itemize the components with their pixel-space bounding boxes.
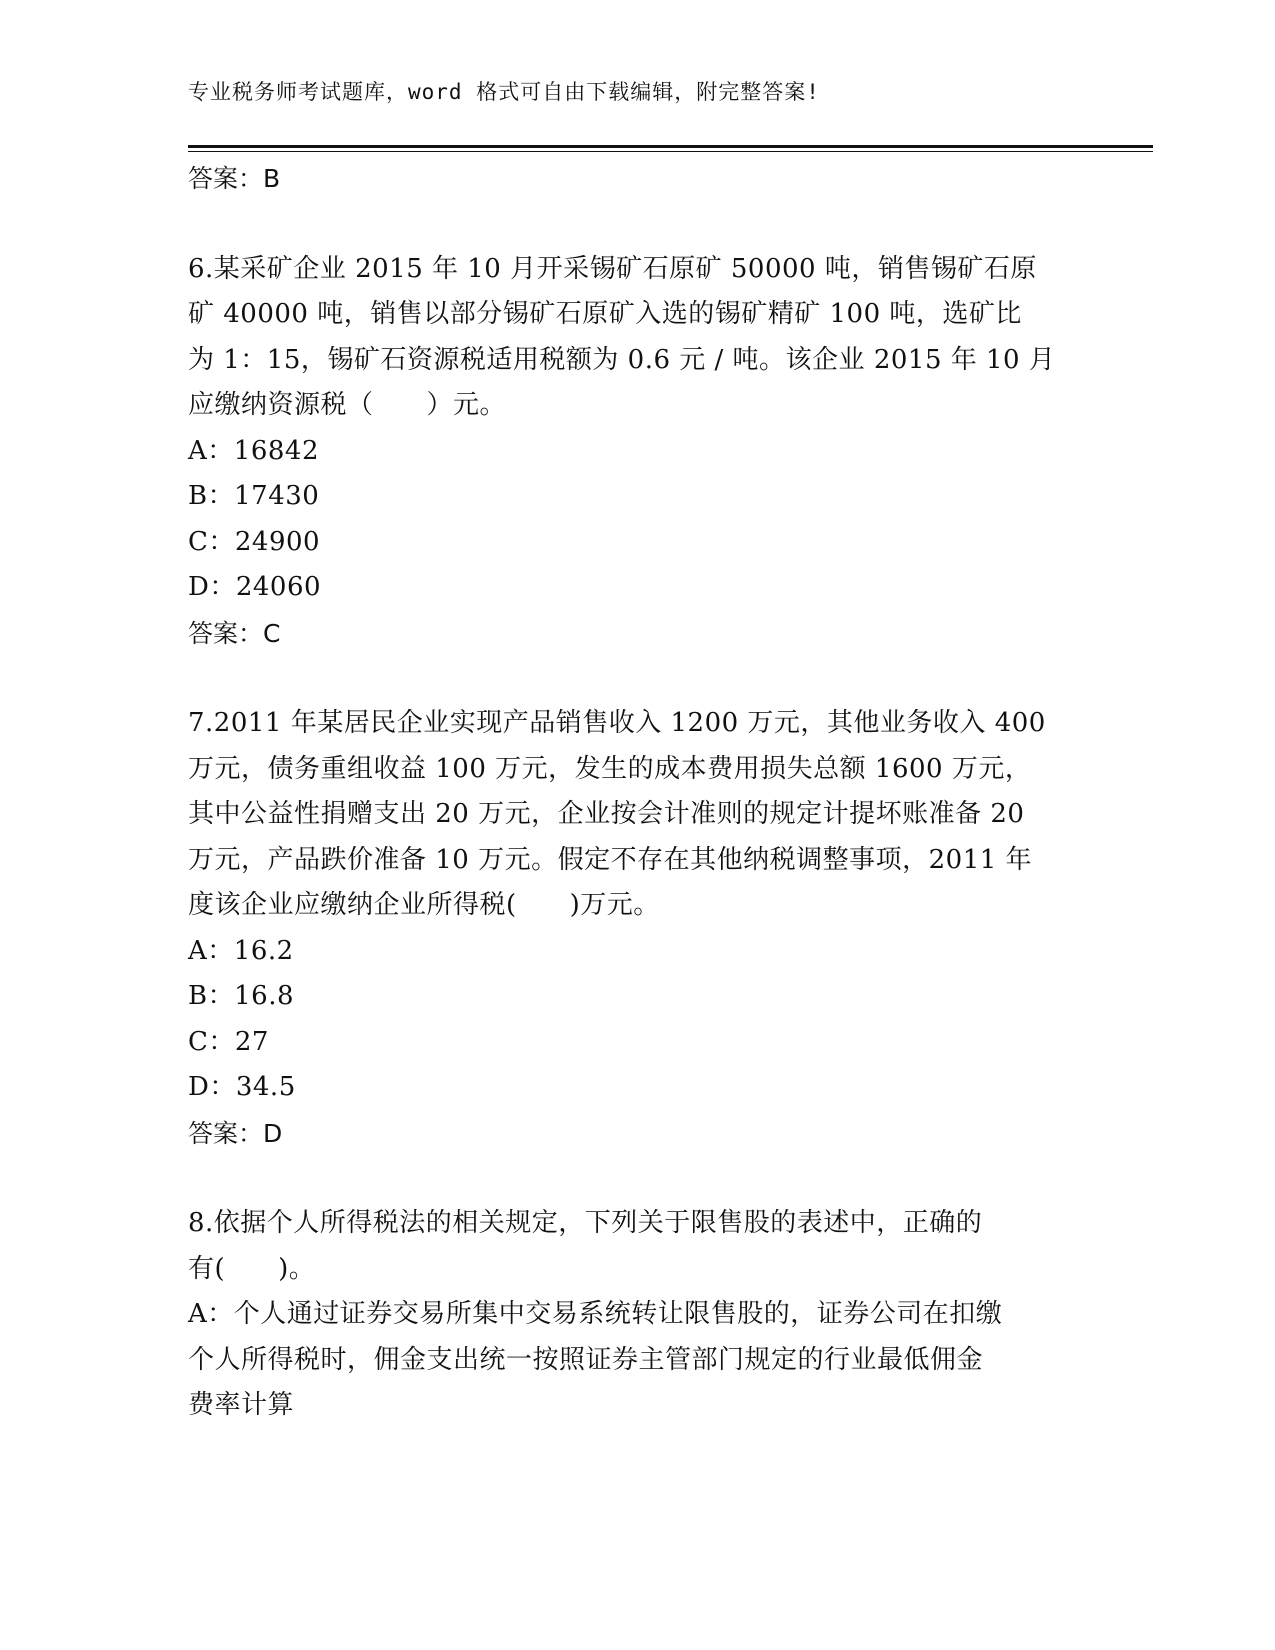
option-b: B：17430	[188, 481, 320, 511]
answer-line: 答案：D	[188, 1118, 283, 1148]
question-text-line: 应缴纳资源税（ ）元。	[188, 390, 507, 420]
spacer	[188, 1156, 1088, 1201]
question-text-line: 7.2011 年某居民企业实现产品销售收入 1200 万元，其他业务收入 400	[188, 708, 1046, 738]
question-text-line: 万元，产品跌价准备 10 万元。假定不存在其他纳税调整事项，2011 年	[188, 844, 1033, 875]
spacer	[188, 656, 1088, 701]
option-a: A：16842	[188, 435, 319, 466]
question-block	[188, 247, 1088, 657]
question-block	[188, 1201, 1088, 1429]
question-text-line: 其中公益性捐赠支出 20 万元，企业按会计准则的规定计提坏账准备 20	[188, 799, 1025, 829]
option-d: D：24060	[188, 572, 322, 602]
option-c: C：24900	[188, 526, 321, 557]
question-text-line: 8.依据个人所得税法的相关规定，下列关于限售股的表述中，正确的	[188, 1208, 983, 1238]
answer-line: 答案：B	[188, 164, 281, 193]
question-content	[188, 156, 1088, 1429]
option-a-continued: 个人所得税时，佣金支出统一按照证券主管部门规定的行业最低佣金	[188, 1344, 984, 1375]
page-header: 专业税务师考试题库，word 格式可自由下载编辑，附完整答案!	[188, 80, 820, 104]
question-text-line: 万元，债务重组收益 100 万元，发生的成本费用损失总额 1600 万元，	[188, 753, 1032, 784]
question-text-line: 有( )。	[188, 1253, 316, 1284]
option-a-continued: 费率计算	[188, 1390, 295, 1420]
option-a: A：个人通过证券交易所集中交易系统转让限售股的，证券公司在扣缴	[188, 1299, 1003, 1329]
option-a: A：16.2	[188, 935, 294, 966]
question-text-line: 6.某采矿企业 2015 年 10 月开采锡矿石原矿 50000 吨，销售锡矿石原	[188, 253, 1037, 284]
option-b: B：16.8	[188, 981, 294, 1011]
answer-line: 答案：C	[188, 618, 281, 648]
header-rule-thin	[188, 151, 1153, 152]
spacer	[188, 202, 1088, 247]
question-text-line: 矿 40000 吨，销售以部分锡矿石原矿入选的锡矿精矿 100 吨，选矿比	[188, 299, 1022, 329]
option-d: D：34.5	[188, 1072, 296, 1102]
header-rule-thick	[188, 145, 1153, 148]
question-block	[188, 701, 1088, 1156]
question-text-line: 为 1：15，锡矿石资源税适用税额为 0.6 元 / 吨。该企业 2015 年 10 月	[188, 344, 1056, 375]
option-c: C：27	[188, 1026, 269, 1057]
question-text-line: 度该企业应缴纳企业所得税( )万元。	[188, 890, 660, 920]
